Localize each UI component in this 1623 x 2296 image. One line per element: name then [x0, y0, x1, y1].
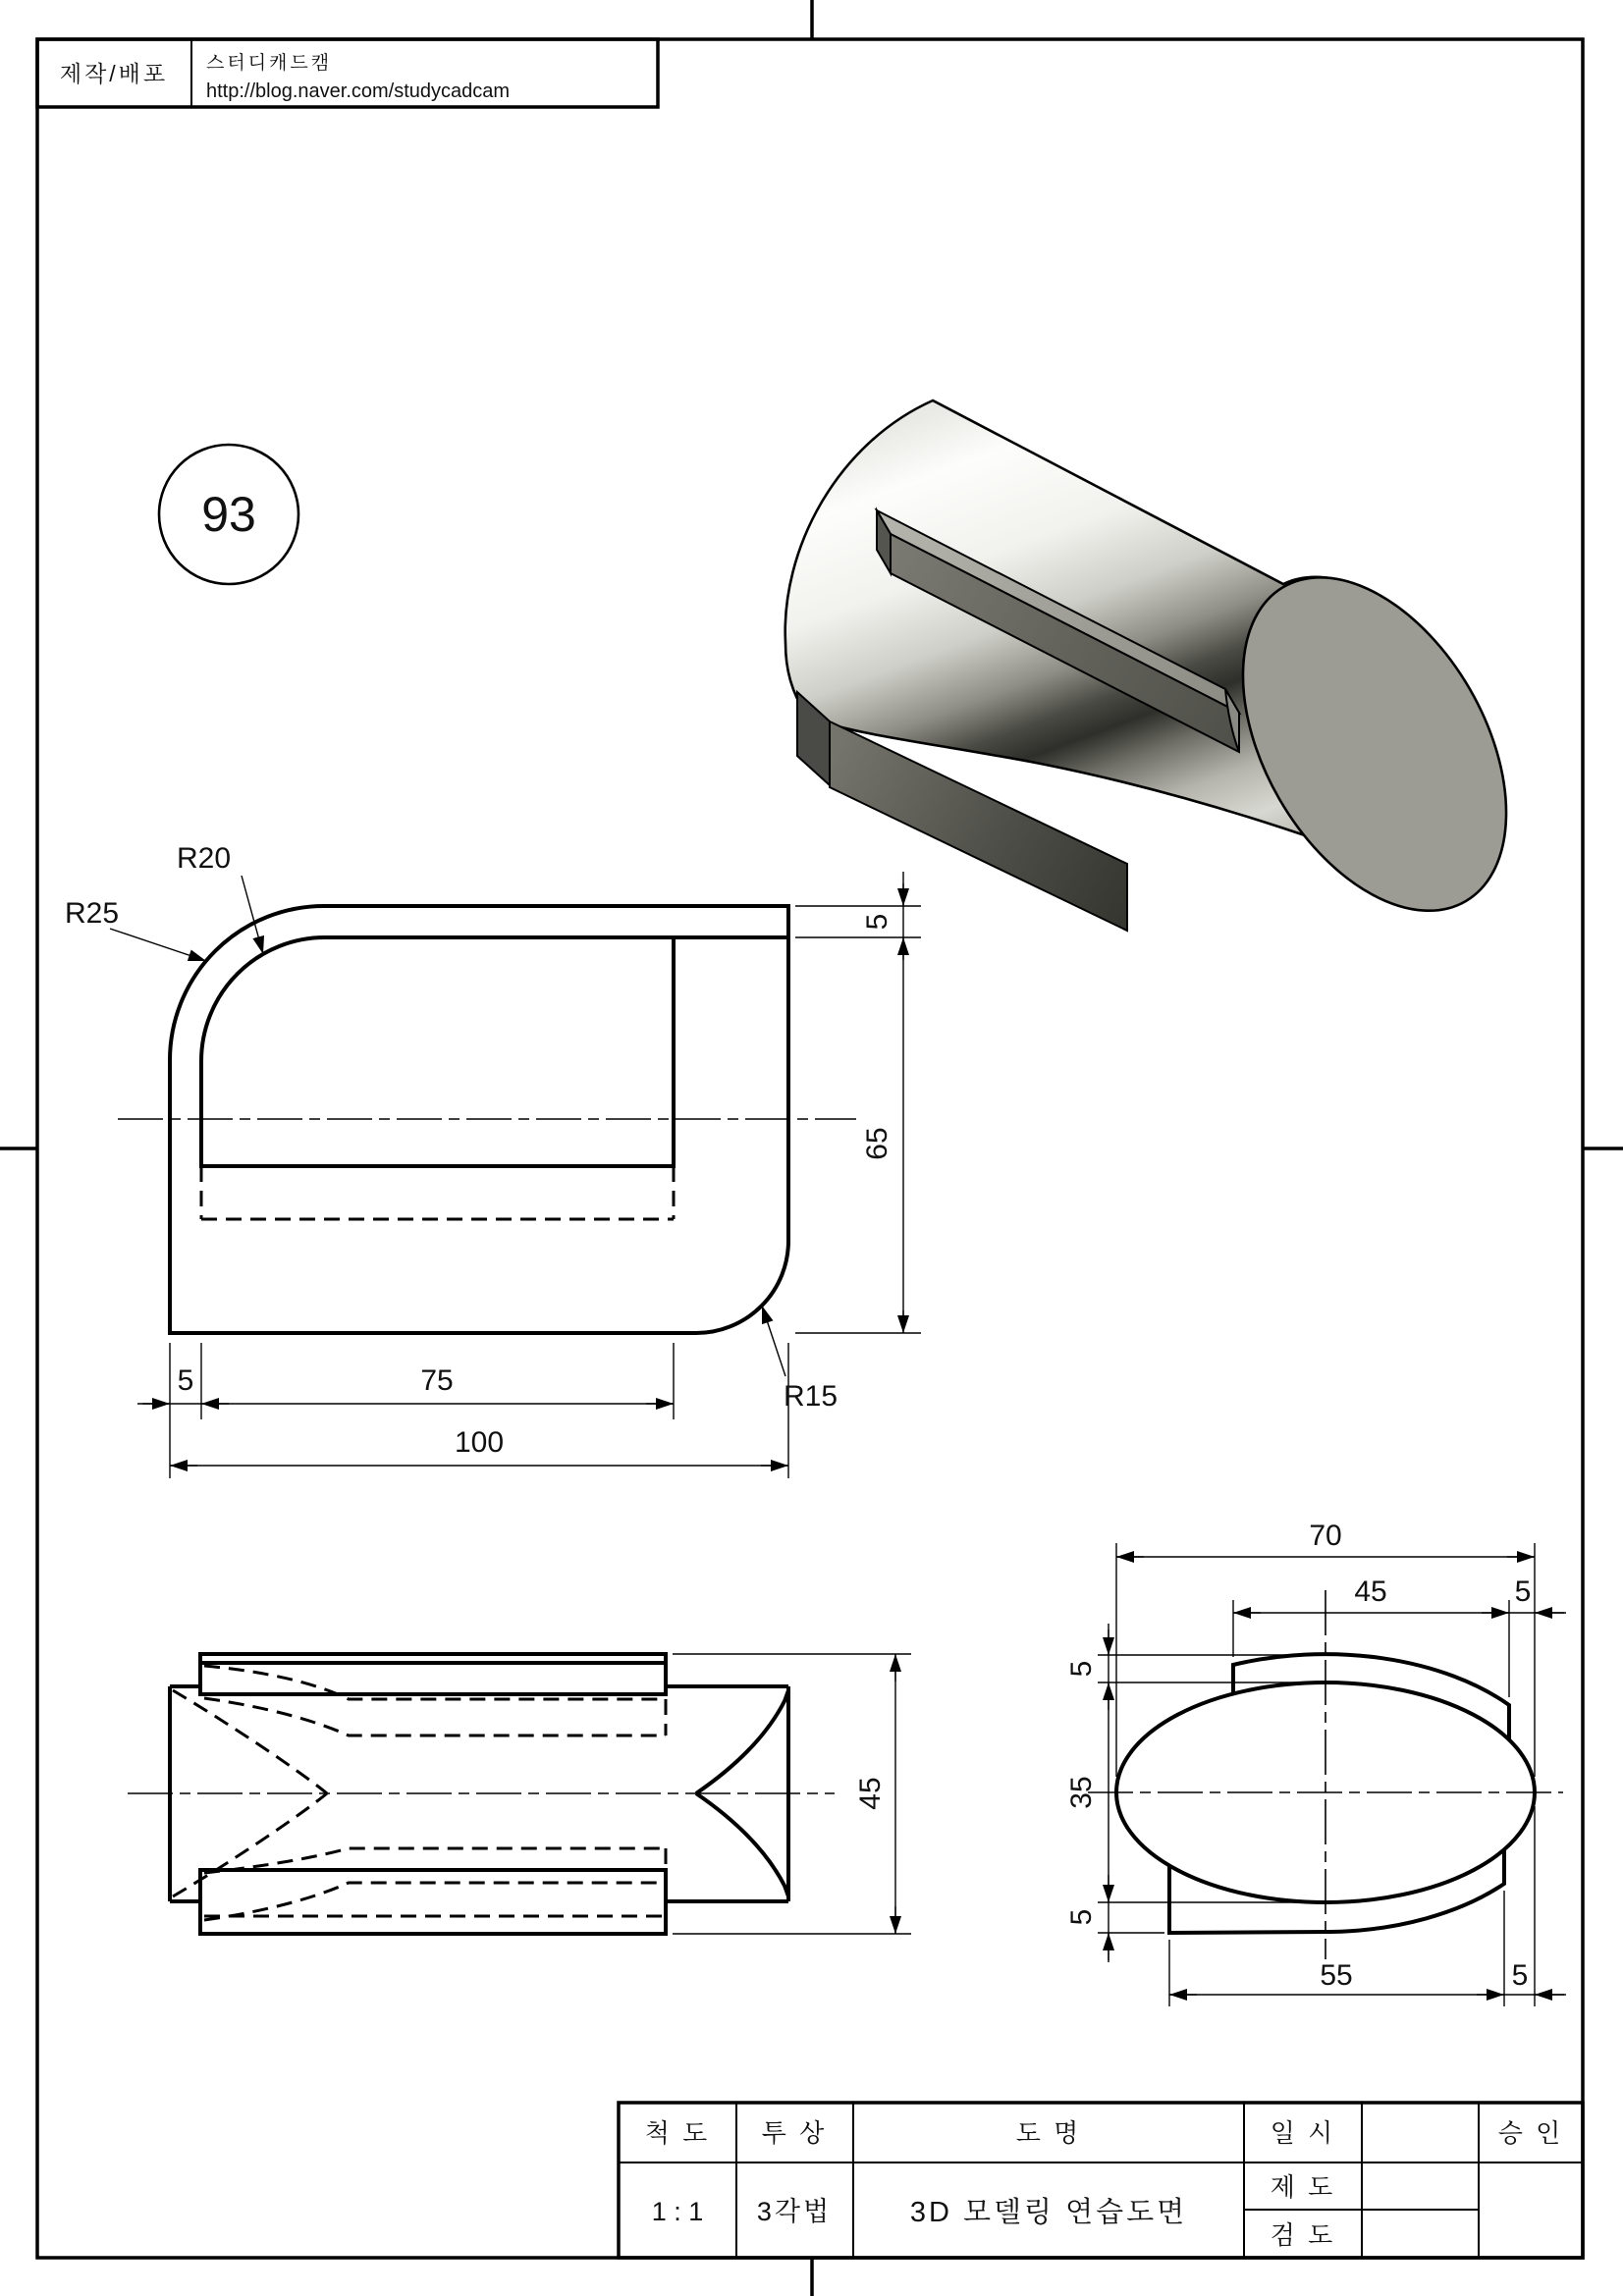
leader-r25 — [110, 929, 206, 961]
side-dim-35: 35 — [1065, 1776, 1098, 1809]
leader-r15 — [762, 1306, 785, 1376]
side-top-tab — [1233, 1654, 1509, 1739]
front-label-r15: R15 — [784, 1380, 839, 1413]
title-block — [619, 2103, 1583, 2258]
side-dim-5-top-right: 5 — [1514, 1575, 1532, 1608]
front-dim-65: 65 — [861, 1127, 893, 1160]
front-dim-100: 100 — [454, 1426, 505, 1459]
part-number: 93 — [201, 487, 256, 542]
front-view — [65, 842, 921, 1478]
tb-value-title: 3D 모델링 연습도면 — [909, 2197, 1188, 2228]
bottom-top-tab — [200, 1654, 666, 1694]
tb-value-projection: 3각법 — [756, 2197, 833, 2226]
side-dim-5-upper: 5 — [1065, 1660, 1098, 1678]
bottom-view — [128, 1654, 911, 1934]
leader-r20 — [242, 876, 263, 954]
front-dim-75: 75 — [420, 1364, 454, 1397]
tb-header-scale: 척 도 — [644, 2118, 711, 2148]
front-dim-5-left: 5 — [177, 1364, 194, 1397]
maker-url: http://blog.naver.com/studycadcam — [206, 80, 511, 102]
side-dim-55: 55 — [1320, 1959, 1353, 1992]
front-dimension-lines — [110, 872, 903, 1466]
maker-label: 제작/배포 — [59, 61, 169, 86]
front-inner-profile — [201, 937, 788, 1166]
front-hidden-lines — [201, 1166, 674, 1219]
side-bottom-tab — [1169, 1849, 1504, 1933]
front-label-r20: R20 — [177, 842, 232, 875]
maker-brand: 스터디캐드캠 — [206, 53, 333, 74]
side-view — [1065, 1520, 1566, 2006]
tb-header-title: 도 명 — [1015, 2118, 1082, 2148]
bottom-dim-45: 45 — [854, 1777, 887, 1810]
tb-header-approval: 승 인 — [1497, 2118, 1564, 2148]
side-dim-70: 70 — [1309, 1520, 1342, 1552]
side-dim-5-lower: 5 — [1065, 1908, 1098, 1926]
tb-header-date: 일 시 — [1270, 2118, 1336, 2148]
side-dim-45: 45 — [1354, 1575, 1387, 1608]
front-dim-5-top: 5 — [861, 913, 893, 931]
front-label-r25: R25 — [65, 897, 120, 930]
side-dimension-lines — [1109, 1557, 1566, 1995]
tb-header-draft: 제 도 — [1270, 2172, 1336, 2202]
part-number-balloon — [159, 445, 298, 584]
maker-header — [37, 39, 658, 107]
iso-3d-render — [785, 400, 1561, 956]
side-dim-5-bottom-right: 5 — [1511, 1959, 1529, 1992]
bottom-bottom-tab — [200, 1870, 666, 1934]
tb-header-check: 검 도 — [1270, 2220, 1336, 2250]
tb-header-projection: 투 상 — [761, 2118, 828, 2148]
tb-value-scale: 1 : 1 — [651, 2197, 704, 2226]
